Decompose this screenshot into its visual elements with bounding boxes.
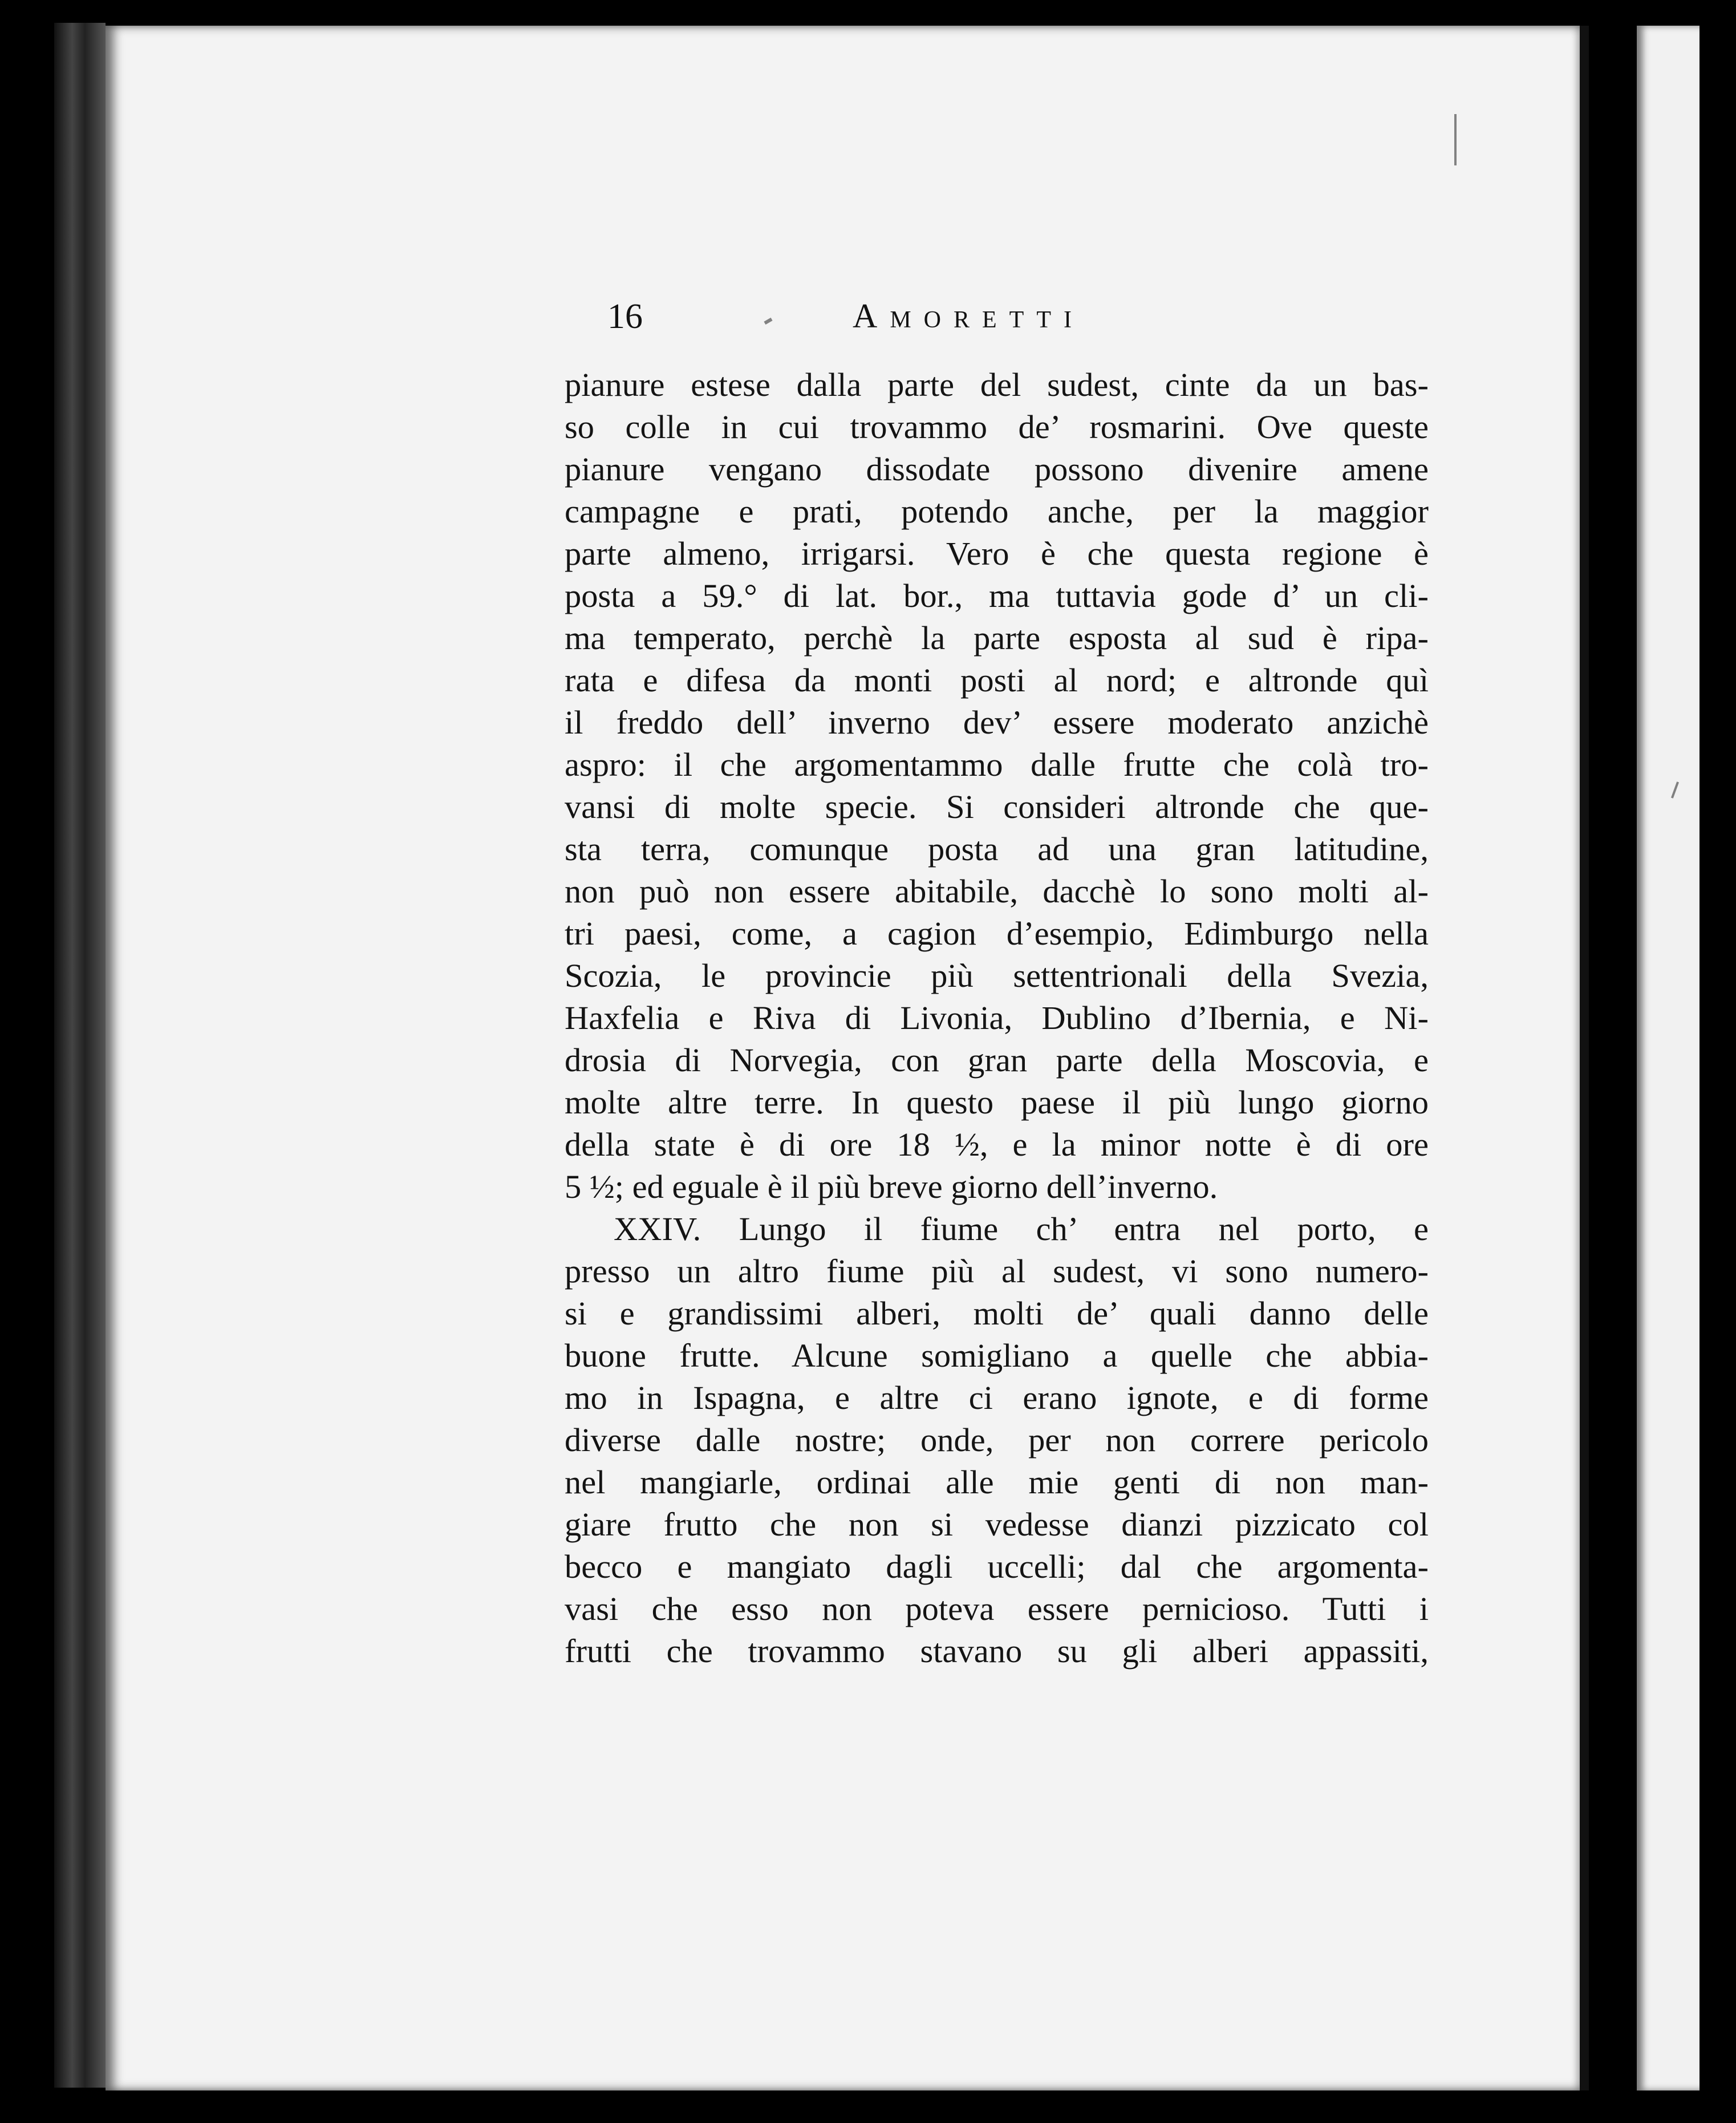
text-line: posta a 59.° di lat. bor., ma tuttavia gode d’ un cli- xyxy=(565,577,1429,614)
text-line: campagne e prati, potendo anche, per la maggior xyxy=(565,493,1429,530)
text-line: molte altre terre. In questo paese il più lungo giorno xyxy=(565,1084,1429,1121)
text-line: aspro: il che argomentammo dalle frutte che colà tro- xyxy=(565,746,1429,783)
text-line: giare frutto che non si vedesse dianzi pizzicato col xyxy=(565,1506,1429,1543)
text-line: vansi di molte specie. Si consideri altronde che que- xyxy=(565,788,1429,825)
text-line: Haxfelia e Riva di Livonia, Dublino d’Ibernia, e Ni- xyxy=(565,999,1429,1036)
section-start-line: XXIV. Lungo il fiume ch’ entra nel porto, e xyxy=(614,1210,1429,1247)
text-line: tri paesi, come, a cagion d’esempio, Edimburgo nella xyxy=(565,915,1429,952)
text-line: sta terra, comunque posta ad una gran latitudine, xyxy=(565,830,1429,868)
text-line: parte almeno, irrigarsi. Vero è che questa regione è xyxy=(565,535,1429,572)
page-header xyxy=(607,297,1155,348)
text-line: drosia di Norvegia, con gran parte della Moscovia, e xyxy=(565,1042,1429,1079)
text-line: becco e mangiato dagli uccelli; dal che argomenta- xyxy=(565,1548,1429,1585)
text-line: pianure estese dalla parte del sudest, cinte da un bas- xyxy=(565,366,1429,403)
text-line: ma temperato, perchè la parte esposta al sud è ripa- xyxy=(565,619,1429,657)
text-line: si e grandissimi alberi, molti de’ quali danno delle xyxy=(565,1295,1429,1332)
scan-left-border xyxy=(54,23,106,2088)
text-line: non può non essere abitabile, dacchè lo sono molti al- xyxy=(565,873,1429,910)
text-line: mo in Ispagna, e altre ci erano ignote, e di forme xyxy=(565,1379,1429,1416)
text-line: vasi che esso non poteva essere pernicioso. Tutti i xyxy=(565,1590,1429,1627)
text-line: Scozia, le provincie più settentrionali della Svezia, xyxy=(565,957,1429,994)
running-head: Amoretti xyxy=(853,297,1084,335)
text-line: il freddo dell’ inverno dev’ essere moderato anzichè xyxy=(565,704,1429,741)
text-line: frutti che trovammo stavano su gli alberi appassiti, xyxy=(565,1632,1429,1670)
text-line: rata e difesa da monti posti al nord; e altronde quì xyxy=(565,662,1429,699)
text-line: nel mangiarle, ordinai alle mie genti di non man- xyxy=(565,1464,1429,1501)
text-line: pianure vengano dissodate possono divenire amene xyxy=(565,451,1429,488)
facing-page-edge xyxy=(1637,26,1700,2090)
text-line: diverse dalle nostre; onde, per non correre pericolo xyxy=(565,1421,1429,1458)
text-line: so colle in cui trovammo de’ rosmarini. Ove queste xyxy=(565,408,1429,445)
page-number: 16 xyxy=(607,297,643,336)
text-line: buone frutte. Alcune somigliano a quelle che abbia- xyxy=(565,1337,1429,1374)
text-line: presso un altro fiume più al sudest, vi sono numero- xyxy=(565,1253,1429,1290)
text-line: della state è di ore 18 ½, e la minor notte è di ore xyxy=(565,1126,1429,1163)
scan-artifact xyxy=(1454,114,1457,165)
page-gutter xyxy=(1580,26,1589,2090)
text-line: 5 ½; ed eguale è il più breve giorno dell’inverno. xyxy=(565,1168,1218,1205)
body-text xyxy=(565,364,1429,1672)
